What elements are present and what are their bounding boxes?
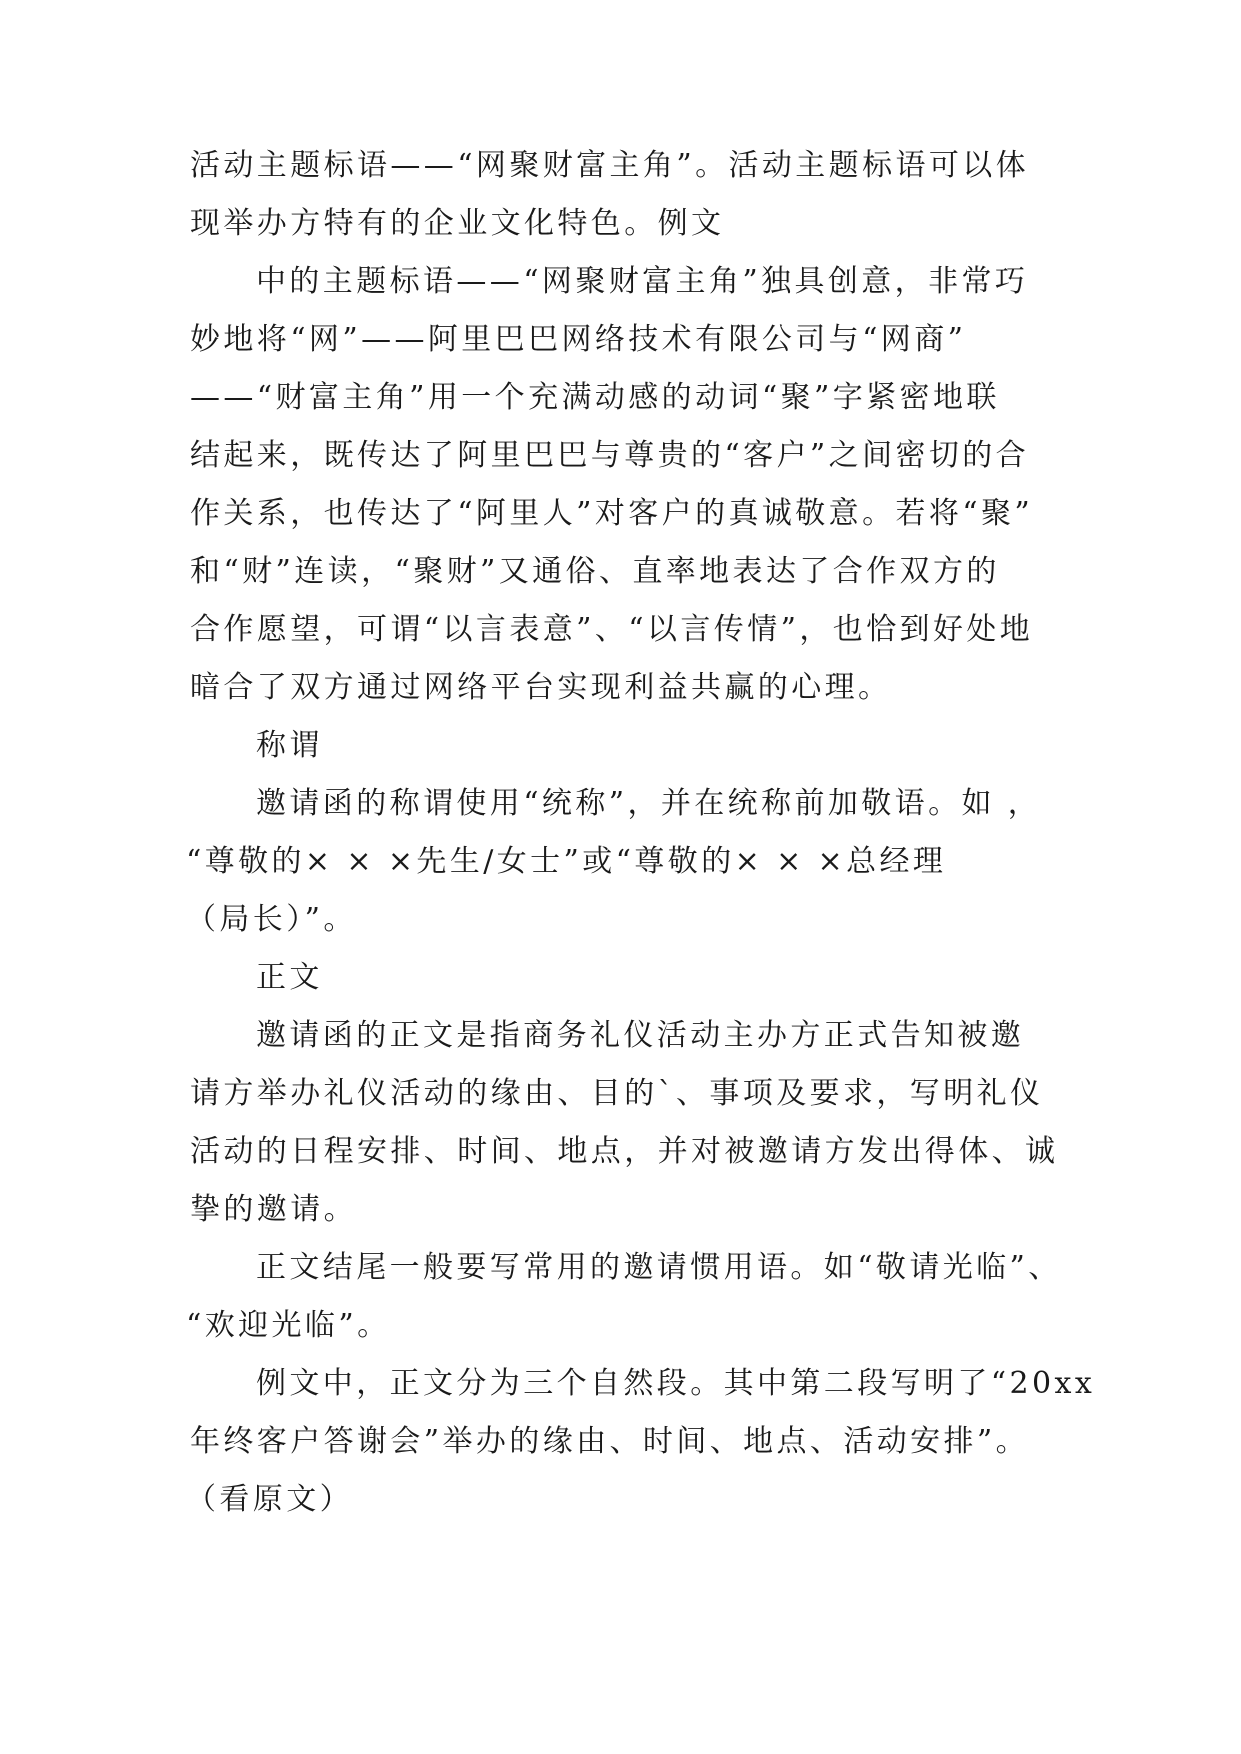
text-line: 活动主题标语——“网聚财富主角”。活动主题标语可以体 [190,148,1030,183]
text-line: “欢迎光临”。 [186,1308,391,1343]
text-line: 邀请函的正文是指商务礼仪活动主办方正式告知被邀 [256,1018,1025,1053]
text-line: 挚的邀请。 [190,1192,357,1227]
text-line: （看原文） [186,1482,353,1517]
text-line: ——“财富主角”用一个充满动感的动词“聚”字紧密地联 [190,380,1000,415]
text-line: （局长）”。 [186,902,357,937]
text-line: 例文中，正文分为三个自然段。其中第二段写明了“20xx [256,1366,1096,1401]
text-line: 邀请函的称谓使用“统称”，并在统称前加敬语。如 ， [256,786,1042,821]
text-line: 现举办方特有的企业文化特色。例文 [190,206,725,241]
text-line: 正文结尾一般要写常用的邀请惯用语。如“敬请光临”、 [256,1250,1062,1285]
section-heading: 称谓 [256,728,323,763]
text-line: 结起来，既传达了阿里巴巴与尊贵的“客户”之间密切的合 [190,438,1030,473]
text-line: 年终客户答谢会”举办的缘由、时间、地点、活动安排”。 [190,1424,1030,1459]
text-line: 中的主题标语——“网聚财富主角”独具创意，非常巧 [256,264,1029,299]
text-line: 作关系，也传达了“阿里人”对客户的真诚敬意。若将“聚” [190,496,1034,531]
text-line: 和“财”连读，“聚财”又通俗、直率地表达了合作双方的 [190,554,1000,589]
text-line: 请方举办礼仪活动的缘由、目的`、事项及要求，写明礼仪 [190,1076,1044,1111]
text-line: 妙地将“网”——阿里巴巴网络技术有限公司与“网商” [190,322,967,357]
section-heading: 正文 [256,960,323,995]
text-line: 合作愿望，可谓“以言表意”、“以言传情”，也恰到好处地 [190,612,1034,647]
text-line: 暗合了双方通过网络平台实现利益共赢的心理。 [190,670,892,705]
text-line: 活动的日程安排、时间、地点，并对被邀请方发出得体、诚 [190,1134,1059,1169]
text-line: “尊敬的× × ×先生/女士”或“尊敬的× × ×总经理 [186,844,947,879]
